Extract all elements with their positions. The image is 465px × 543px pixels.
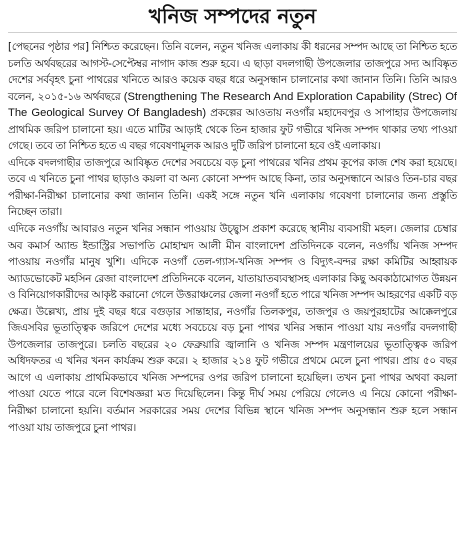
- paragraph-1-part-2: প্রকল্পের আওতায় নওগাঁর মহাদেবপুর ও সাপাহার উপজেলায় প্রাথমিক জরিপ চালানো হয়। এতে মাটির আড়াই থেকে তিন হাজার ফুট গভীরে খনিজ সম্পদ থাকার তথ্য পাওয়া গেছে। তবে তা নিশ্চিত হতে এ বছর গবেষণামূলক আরও দুটি জরিপ চালানো হবে ওই এলাকায়।: [8, 107, 457, 153]
- paragraph-2: এদিকে বদলগাছীর তাজপুরে আবিষ্কৃত দেশের সবচেয়ে বড় চুনা পাথরের খনির প্রথম কূপের কাজ শেষ করা হয়েছে। তবে এ খনিতে চুনা পাথর ছাড়াও কয়লা বা অন্য কোনো সম্পদ আছে কিনা, তার অনুসন্ধানে আরও তিন-চার বছর পরীক্ষা-নিরীক্ষা চালানোর কথা জানান তিনি। একই সঙ্গে নতুন খনি এলাকায় গবেষণা চালানোর জন্য প্রস্তুতি নিচ্ছেন তারা।: [8, 156, 457, 219]
- headline: খনিজ সম্পদের নতুন: [8, 4, 457, 33]
- paragraph-1-part-1: নিশ্চিত করেছেন। তিনি বলেন, নতুন খনিজ এলাকায় কী ধরনের সম্পদ আছে তা নিশ্চিত হতে চলতি অর্থবছরের আগস্ট-সেপ্টেম্বর নাগাদ কাজ শুরু হবে। এ ছাড়া বদলগাছী উপজেলার তাজপুরে সদ্য আবিষ্কৃত দেশের সর্ববৃহৎ চুনা পাথরের খনিতে আরও কয়েক বছর ধরে অনুসন্ধান চালানোর কথা জানান তিনি। তিনি আরও বলেন, ২০১৫-১৬ অর্থবছরে: [8, 41, 457, 103]
- article-body: [8, 39, 457, 436]
- continued-label: [পেছনের পৃষ্ঠার পর]: [8, 41, 89, 53]
- paragraph-3: এদিকে নওগাঁয় আবারও নতুন খনির সন্ধান পাওয়ায় উচ্ছ্বাস প্রকাশ করেছে স্থানীয় ব্যবসায়ী মহল। জেলার চেম্বার অব কমার্স অ্যান্ড ইন্ডাস্ট্রির সভাপতি মোহাম্মদ আলী মীন বাংলাদেশ প্রতিদিনকে বলেন, নওগাঁয় খনিজ সম্পদ পাওয়ায় নওগাঁর মানুষ খুশি। এদিকে নওগাঁ তেল-গ্যাস-খনিজ সম্পদ ও বিদ্যুৎ-বন্দর রক্ষা কমিটির আহ্বায়ক অ্যাডভোকেট মহসিন রেজা বাংলাদেশ প্রতিদিনকে বলেন, যাতায়াতব্যবস্থাসহ এলাকার কিছু অবকাঠামোগত উন্নয়ন ও বিনিয়োগকারীদের আকৃষ্ট করানো গেলে উত্তরাঞ্চলের জেলা নওগাঁ হতে পারে খনিজ সম্পদ আহরণের একটি বড় ক্ষেত্র। উল্লেখ্য, প্রায় দুই বছর ধরে বগুড়ার সান্তাহার, নওগাঁর তিলকপুর, তাজপুর ও জয়পুরহাটের আক্কেলপুরে জিএসবির ভূতাত্ত্বিক জরিপে দেশের মধ্যে সবচেয়ে বড় চুনা পাথর খনির সন্ধান পাওয়া যায় নওগাঁর বদলগাছী উপজেলার তাজপুরে। চলতি বছরের ২০ ফেব্রুয়ারি জ্বালানি ও খনিজ সম্পদ মন্ত্রণালয়ের ভূতাত্ত্বিক জরিপ অধিদফতর এ খনির খনন কার্যক্রম শুরু করে। ২ হাজার ২১৪ ফুট গভীরে প্রথমে মেলে চুনা পাথর। প্রায় ৫০ বছর আগে এ এলাকায় প্রাথমিকভাবে খনিজ সম্পদের ওপর জরিপ চালানো হয়েছিল। তখন চুনা পাথর অথবা কয়লা পাওয়া যেতে পারে বলে বিশেষজ্ঞরা মত দিয়েছিলেন। কিন্তু দীর্ঘ সময় পেরিয়ে গেলেও এ নিয়ে কোনো পরীক্ষা-নিরীক্ষা চালানো হয়নি। বর্তমান সরকারের সময় দেশের বিভিন্ন স্থানে খনিজ সম্পদ অনুসন্ধান শুরু হলে সন্ধান পাওয়া যায় তাজপুরে চুনা পাথর।: [8, 223, 457, 434]
- paragraph-1: [8, 39, 457, 155]
- project-name-english: (Strengthening The Research And Exploration Capability (Strec) Of The Geological Survey Of Bangladesh): [8, 90, 457, 120]
